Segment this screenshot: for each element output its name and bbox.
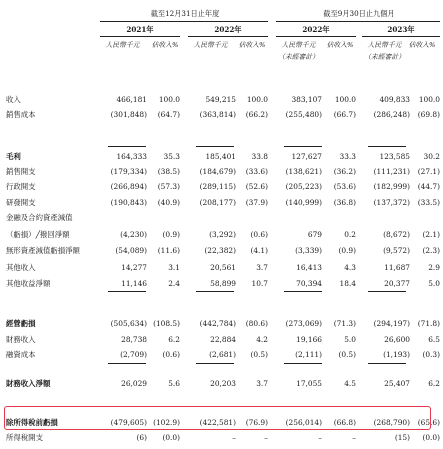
header-year-2022: 2022年: [214, 25, 242, 34]
cell-amount: 466,181: [116, 95, 147, 104]
cell-percent: –: [264, 433, 268, 442]
cell-amount: (137,372): [373, 198, 410, 207]
subtotal-rule: [196, 146, 234, 147]
cell-percent: 3.7: [256, 379, 268, 388]
cell-percent: 33.3: [339, 152, 356, 161]
cell-percent: (0.6): [250, 230, 268, 239]
cell-percent: 6.5: [428, 335, 440, 344]
header-group-year: 截至12月31日止年度: [150, 9, 220, 18]
row-label: 所得稅開支: [6, 433, 43, 442]
subtotal-rule: [284, 146, 322, 147]
row-label: 銷售成本: [6, 110, 36, 119]
cell-amount: (442,784): [199, 319, 236, 328]
cell-amount: 409,833: [379, 95, 410, 104]
cell-amount: (268,790): [373, 418, 410, 427]
subtotal-rule: [108, 146, 146, 147]
header-group-nine-months: 截至9月30日止九個月: [323, 9, 395, 18]
cell-amount: 58,899: [210, 279, 236, 288]
cell-amount: 26,029: [121, 379, 147, 388]
cell-percent: (0.3): [422, 350, 440, 359]
cell-percent: 100.0: [158, 95, 180, 104]
cell-percent: (40.9): [157, 198, 180, 207]
cell-percent: –: [352, 433, 356, 442]
unit-pct-2: 佔收入%: [238, 41, 266, 49]
row-label: 其他收入: [6, 263, 36, 272]
cell-amount: (289,115): [199, 182, 236, 191]
cell-percent: (66.2): [245, 110, 268, 119]
header-year-2023: 2023年: [387, 25, 415, 34]
row-label: 其他收益淨額: [6, 279, 51, 288]
cell-amount: (2,709): [120, 350, 147, 359]
cell-percent: (64.7): [157, 110, 180, 119]
cell-amount: 22,884: [210, 335, 236, 344]
cell-percent: (66.7): [333, 110, 356, 119]
subtotal-rule: [108, 363, 146, 364]
cell-amount: 26,600: [384, 335, 410, 344]
cell-amount: 19,166: [296, 335, 322, 344]
cell-amount: (273,069): [285, 319, 322, 328]
subtotal-rule: [368, 146, 406, 147]
cell-amount: (111,231): [373, 167, 410, 176]
cell-percent: 3.7: [256, 263, 268, 272]
cell-percent: 4.2: [256, 335, 268, 344]
cell-percent: (65.6): [417, 418, 440, 427]
cell-amount: (2,681): [209, 350, 236, 359]
cell-amount: (256,014): [285, 418, 322, 427]
cell-amount: (140,999): [285, 198, 322, 207]
header-year-2021: 2021年: [126, 25, 154, 34]
subtotal-rule: [284, 363, 322, 364]
cell-percent: 6.2: [168, 335, 180, 344]
cell-percent: 2.9: [428, 263, 440, 272]
cell-percent: 5.0: [428, 279, 440, 288]
cell-amount: (1,193): [383, 350, 410, 359]
subtotal-rule: [368, 363, 406, 364]
cell-percent: 100.0: [334, 95, 356, 104]
cell-amount: (54,089): [115, 246, 147, 255]
row-label: 銷售開支: [6, 167, 36, 176]
unit-pct-4: 佔收入%: [408, 41, 436, 49]
cell-amount: (179,334): [110, 167, 147, 176]
cell-percent: 6.2: [428, 379, 440, 388]
header-group-rule-left: [100, 21, 268, 22]
cell-percent: (0.9): [338, 246, 356, 255]
year-rule-4: [362, 36, 440, 37]
cell-percent: (108.5): [153, 319, 180, 328]
cell-percent: (11.6): [157, 246, 180, 255]
cell-amount: (3,339): [295, 246, 322, 255]
row-label: 金融及合約資產減值: [6, 213, 73, 222]
cell-amount: 20,203: [210, 379, 236, 388]
cell-percent: (0.6): [162, 350, 180, 359]
unit-rmb-1: 人民幣千元: [105, 41, 140, 49]
row-label: 財務收入: [6, 335, 36, 344]
cell-percent: (36.2): [333, 167, 356, 176]
cell-amount: 123,585: [379, 152, 410, 161]
cell-percent: (2.3): [422, 246, 440, 255]
cell-amount: (182,999): [373, 182, 410, 191]
cell-percent: 4.5: [344, 379, 356, 388]
cell-amount: 16,413: [296, 263, 322, 272]
row-label: 除所得稅前虧損: [6, 418, 58, 427]
year-rule-1: [100, 36, 180, 37]
row-label: 融資成本: [6, 350, 36, 359]
cell-percent: (66.8): [333, 418, 356, 427]
cell-amount: (22,382): [204, 246, 236, 255]
year-rule-2: [188, 36, 268, 37]
cell-amount: (208,177): [199, 198, 236, 207]
cell-amount: –: [232, 433, 236, 442]
cell-amount: (255,480): [285, 110, 322, 119]
cell-percent: (27.1): [417, 167, 440, 176]
cell-percent: 5.6: [168, 379, 180, 388]
cell-amount: 383,107: [291, 95, 322, 104]
cell-amount: (15): [394, 433, 410, 442]
cell-amount: 70,394: [296, 279, 322, 288]
cell-amount: 14,277: [121, 263, 147, 272]
cell-percent: 18.4: [339, 279, 356, 288]
cell-amount: (3,292): [209, 230, 236, 239]
cell-amount: (8,672): [383, 230, 410, 239]
cell-amount: (9,572): [383, 246, 410, 255]
cell-percent: (57.3): [157, 182, 180, 191]
cell-percent: 100.0: [418, 95, 440, 104]
cell-percent: 2.4: [168, 279, 180, 288]
row-label: 行政開支: [6, 182, 36, 191]
cell-amount: 679: [307, 230, 322, 239]
cell-amount: (6): [136, 433, 147, 442]
row-label: 收入: [6, 95, 21, 104]
cell-percent: (80.6): [245, 319, 268, 328]
cell-percent: (52.6): [245, 182, 268, 191]
row-label: 無形資產減值虧損淨額: [6, 246, 80, 255]
cell-percent: (0.5): [250, 350, 268, 359]
cell-percent: (33.6): [245, 167, 268, 176]
row-label: （虧損）╱撥回淨額: [6, 230, 70, 239]
cell-amount: (266,894): [110, 182, 147, 191]
cell-percent: 0.2: [344, 230, 356, 239]
row-label: 經營虧損: [6, 319, 36, 328]
cell-amount: 185,401: [205, 152, 236, 161]
unit-pct-3: 佔收入%: [326, 41, 354, 49]
cell-percent: (0.5): [338, 350, 356, 359]
cell-percent: (76.9): [245, 418, 268, 427]
unit-rmb-3: 人民幣千元: [281, 41, 316, 49]
cell-amount: 11,687: [384, 263, 410, 272]
cell-amount: (205,223): [285, 182, 322, 191]
cell-percent: (4.1): [250, 246, 268, 255]
cell-percent: 4.3: [344, 263, 356, 272]
cell-amount: (301,848): [110, 110, 147, 119]
cell-amount: (286,248): [373, 110, 410, 119]
cell-amount: 164,333: [116, 152, 147, 161]
cell-percent: 33.8: [251, 152, 268, 161]
header-year-2022-nine: 2022年: [302, 25, 330, 34]
cell-amount: 28,738: [121, 335, 147, 344]
row-label: 毛利: [6, 152, 21, 161]
unit-pct-1: 佔收入%: [151, 41, 179, 49]
cell-percent: (0.9): [162, 230, 180, 239]
cell-percent: (53.6): [333, 182, 356, 191]
cell-percent: (0.0): [422, 433, 440, 442]
cell-amount: (363,814): [199, 110, 236, 119]
unit-rmb-2: 人民幣千元: [193, 41, 228, 49]
subtotal-rule: [108, 291, 146, 292]
unaudited-note-2: （未經審計）: [364, 53, 405, 61]
cell-percent: (102.9): [153, 418, 180, 427]
cell-percent: 100.0: [246, 95, 268, 104]
cell-amount: (4,230): [120, 230, 147, 239]
cell-percent: (33.5): [417, 198, 440, 207]
cell-amount: (479,605): [110, 418, 147, 427]
cell-percent: 30.2: [423, 152, 440, 161]
cell-amount: –: [318, 433, 322, 442]
cell-amount: (505,634): [110, 319, 147, 328]
cell-amount: (138,621): [285, 167, 322, 176]
cell-percent: 3.1: [168, 263, 180, 272]
cell-percent: (38.5): [157, 167, 180, 176]
subtotal-rule: [196, 291, 234, 292]
subtotal-rule: [284, 291, 322, 292]
cell-percent: 35.3: [163, 152, 180, 161]
cell-percent: (2.1): [422, 230, 440, 239]
cell-amount: 25,407: [384, 379, 410, 388]
highlight-box: [4, 406, 431, 430]
cell-amount: 549,215: [205, 95, 236, 104]
cell-amount: (422,581): [199, 418, 236, 427]
cell-amount: 127,627: [291, 152, 322, 161]
unit-rmb-4: 人民幣千元: [367, 41, 402, 49]
cell-amount: 17,055: [296, 379, 322, 388]
cell-amount: 20,561: [210, 263, 236, 272]
cell-amount: (2,111): [295, 350, 322, 359]
unaudited-note-1: （未經審計）: [278, 53, 319, 61]
cell-percent: 10.7: [251, 279, 268, 288]
cell-amount: (190,843): [110, 198, 147, 207]
cell-percent: (0.0): [162, 433, 180, 442]
cell-percent: (69.8): [417, 110, 440, 119]
row-label: 財務收入淨額: [6, 379, 51, 388]
header-group-rule-right: [276, 21, 440, 22]
cell-amount: 20,377: [384, 279, 410, 288]
cell-percent: (71.8): [417, 319, 440, 328]
cell-percent: (44.7): [417, 182, 440, 191]
subtotal-rule: [196, 363, 234, 364]
cell-amount: (184,679): [199, 167, 236, 176]
cell-amount: 11,146: [121, 279, 147, 288]
cell-amount: (294,197): [373, 319, 410, 328]
cell-percent: (71.3): [333, 319, 356, 328]
cell-percent: (36.8): [333, 198, 356, 207]
year-rule-3: [276, 36, 356, 37]
cell-percent: 5.0: [344, 335, 356, 344]
cell-percent: (37.9): [245, 198, 268, 207]
row-label: 研發開支: [6, 198, 36, 207]
subtotal-rule: [368, 291, 406, 292]
